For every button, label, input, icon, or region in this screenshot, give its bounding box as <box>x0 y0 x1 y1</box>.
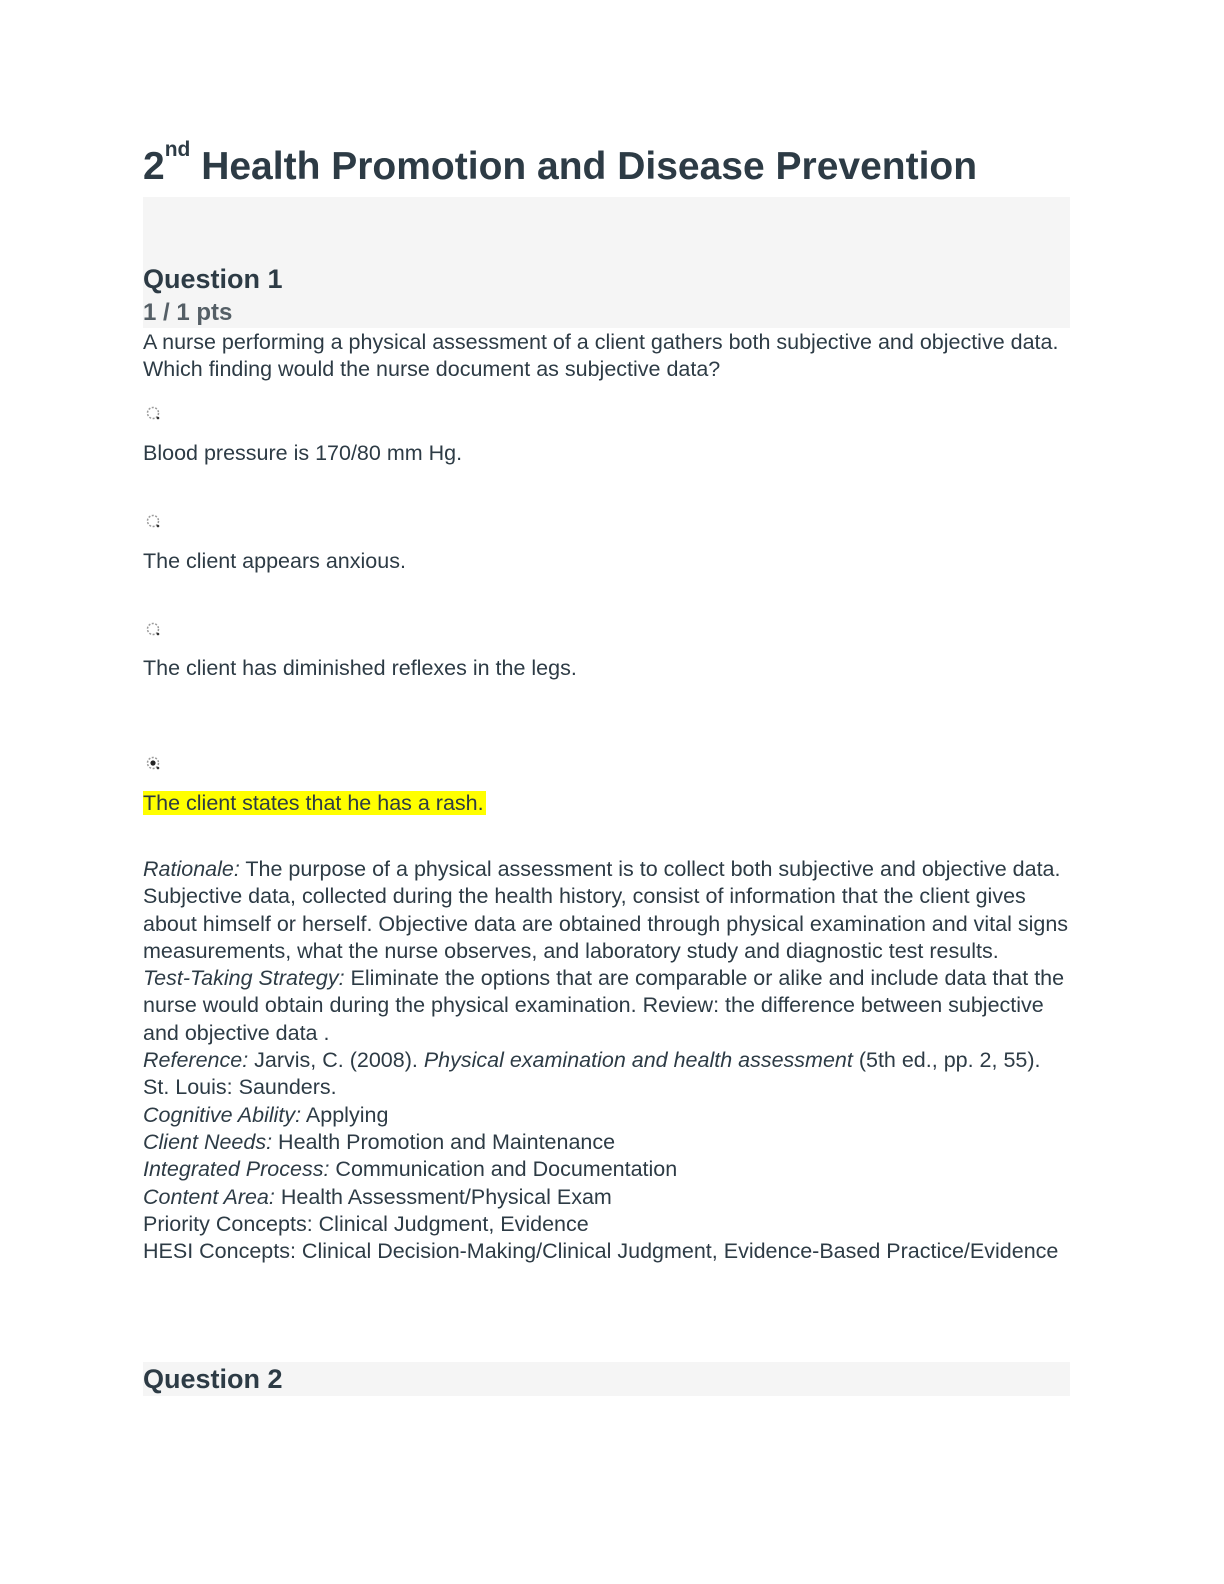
page-title <box>143 138 978 190</box>
question-2-title: Question 2 <box>143 1364 283 1394</box>
client-needs-value: Health Promotion and Maintenance <box>272 1129 616 1154</box>
radio-option-3[interactable] <box>146 622 160 636</box>
title-text: Health Promotion and Disease Prevention <box>201 145 978 188</box>
cognitive-ability <box>143 1102 1070 1129</box>
integrated-process-label: Integrated Process: <box>143 1157 330 1182</box>
selected-answer-highlight: The client states that he has a rash. <box>143 791 484 815</box>
content-area-value: Health Assessment/Physical Exam <box>274 1184 612 1209</box>
option-1-label: Blood pressure is 170/80 mm Hg. <box>143 441 463 465</box>
reference-details: (5th ed., pp. 2, 55). St. Louis: Saunders. <box>143 1048 1041 1100</box>
option-4-label <box>143 790 486 817</box>
radio-option-2[interactable] <box>146 514 160 528</box>
reference-author: Jarvis, C. (2008). <box>248 1048 424 1073</box>
reference-label: Reference: <box>143 1048 249 1073</box>
rationale-paragraph <box>143 856 1070 965</box>
hesi-concepts: HESI Concepts: Clinical Decision-Making/Clinical Judgment, Evidence-Based Practice/Evidence <box>143 1239 1059 1264</box>
option-2-label: The client appears anxious. <box>143 549 406 573</box>
integrated-process <box>143 1156 1070 1183</box>
title-superscript: nd <box>164 138 191 161</box>
question-1-prompt: A nurse performing a physical assessment of a client gathers both subjective and objective data. Which finding would the nurse document as subjective data? <box>143 330 1059 382</box>
rationale-label: Rationale: <box>143 857 240 881</box>
priority-concepts: Priority Concepts: Clinical Judgment, Evidence <box>143 1211 589 1236</box>
question-1-title: Question 1 <box>143 264 283 294</box>
reference-paragraph <box>143 1047 1070 1102</box>
reference-book: Physical examination and health assessment <box>423 1048 853 1073</box>
rationale-block <box>143 856 1070 1265</box>
content-area <box>143 1184 1070 1211</box>
rationale-text: The purpose of a physical assessment is to collect both subjective and objective data. Subjective data, collected during the health history, consist of information that the client gives about himself or herself. Objective data are obtained through physical examination and vital signs measurements, what the nurse observes, and laboratory study and diagnostic test results. <box>143 857 1069 963</box>
radio-option-1[interactable] <box>146 406 160 420</box>
cognitive-ability-value: Applying <box>301 1102 389 1127</box>
strategy-label: Test-Taking Strategy: <box>143 966 345 991</box>
option-3-label: The client has diminished reflexes in the legs. <box>143 656 577 680</box>
question-2-header <box>143 1362 1070 1396</box>
question-1-points: 1 / 1 pts <box>143 299 233 326</box>
strategy-text: Eliminate the options that are comparable or alike and include data that the nurse would obtain during the physical examination. Review: the difference between subjective and objective data . <box>143 966 1065 1045</box>
client-needs-label: Client Needs: <box>143 1129 273 1154</box>
client-needs <box>143 1129 1070 1156</box>
title-number: 2 <box>143 145 165 188</box>
radio-option-4-selected[interactable] <box>146 756 160 770</box>
content-area-label: Content Area: <box>143 1184 275 1209</box>
cognitive-ability-label: Cognitive Ability: <box>143 1102 302 1127</box>
integrated-process-value: Communication and Documentation <box>329 1157 678 1182</box>
strategy-paragraph <box>143 965 1070 1047</box>
question-1-header <box>143 197 1070 328</box>
